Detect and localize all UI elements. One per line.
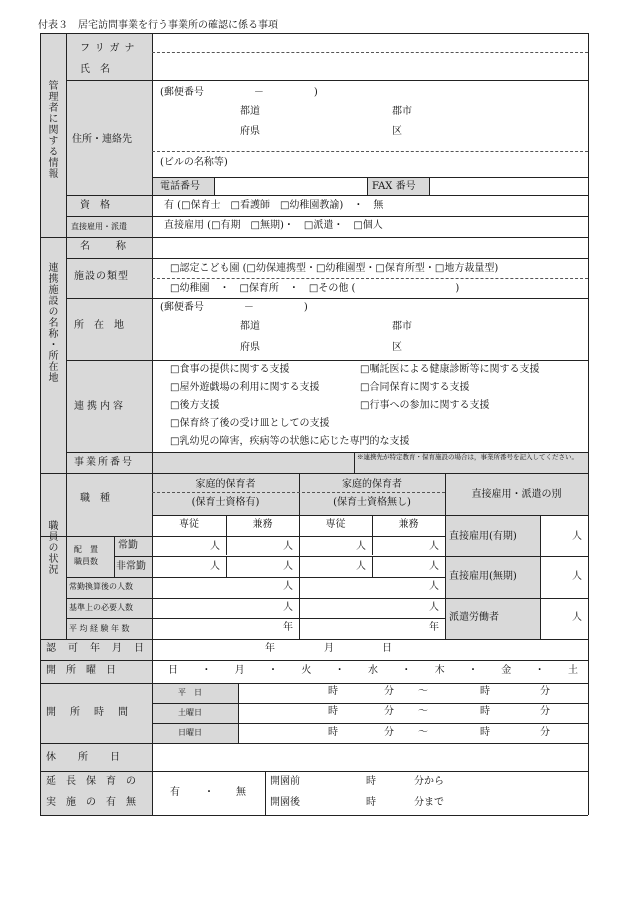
unit-person: 人 xyxy=(283,561,293,572)
unit-year: 年 xyxy=(429,622,439,633)
fax-field[interactable] xyxy=(430,178,587,194)
day-fri[interactable]: 金 xyxy=(501,665,512,676)
unit-person: 人 xyxy=(356,561,366,572)
dispatch-label: 派遣労働者 xyxy=(449,612,499,623)
partner-gunshi: 郡市 xyxy=(392,321,412,332)
partner-postal: (郵便番号 － ) xyxy=(160,302,308,313)
furigana-label: フリガナ xyxy=(80,43,140,54)
ji: 時 xyxy=(480,686,490,697)
ji: 時 xyxy=(328,727,338,738)
day-dot: ・ xyxy=(401,665,412,676)
direct-unfixed-label: 直接雇用(無期) xyxy=(449,571,517,582)
address-label: 住所・連絡先 xyxy=(72,134,132,145)
before-opening: 開園前 xyxy=(270,776,300,787)
day-dot: ・ xyxy=(467,665,478,676)
location-label: 所 在 地 xyxy=(74,320,124,331)
unit-person: 人 xyxy=(210,561,220,572)
holiday-label: 日曜日 xyxy=(178,728,202,737)
support-playground[interactable]: □屋外遊戯場の利用に関する支援 xyxy=(170,382,320,393)
mgr-gunshi: 郡市 xyxy=(392,106,412,117)
support-special[interactable]: □乳幼児の障害，疾病等の状態に応じた専門的な支援 xyxy=(170,436,410,447)
mgr-fuken: 府県 xyxy=(240,126,260,137)
col1-concurrent: 兼務 xyxy=(252,519,273,530)
fun: 分 xyxy=(540,706,550,717)
support-health[interactable]: □嘱託医による健康診断等に関する支援 xyxy=(360,364,540,375)
fun: 分 xyxy=(384,706,394,717)
job-label: 職 種 xyxy=(80,493,110,504)
closed-label: 休所日 xyxy=(46,752,142,763)
ji: 時 xyxy=(366,797,376,808)
mgr-ku: 区 xyxy=(392,126,402,137)
col1-fulltime-only: 専従 xyxy=(179,519,199,530)
support-event[interactable]: □行事への参加に関する支援 xyxy=(360,400,490,411)
parttime-label: 非常勤 xyxy=(116,561,146,572)
unit-person: 人 xyxy=(429,561,439,572)
day-wed[interactable]: 水 xyxy=(367,665,378,676)
saturday-label: 土曜日 xyxy=(178,708,202,717)
hours-label: 開所時間 xyxy=(46,707,142,718)
mgr-building: (ビルの名称等) xyxy=(160,157,228,168)
unit-person: 人 xyxy=(429,541,439,552)
unit-person: 人 xyxy=(572,571,582,582)
direct-fixed-label: 直接雇用(有期) xyxy=(449,531,517,542)
partner-todo: 都道 xyxy=(240,321,260,332)
support-backup[interactable]: □後方支援 xyxy=(170,400,220,411)
extended-no[interactable]: 無 xyxy=(236,787,246,798)
facility-type-line2[interactable]: □幼稚園 ・ □保育所 ・ □その他 ( ) xyxy=(170,283,460,294)
qual-value[interactable]: 有 (□保育士 □看護師 □幼稚園教諭) ・ 無 xyxy=(164,200,384,211)
day-dot: ・ xyxy=(334,665,345,676)
approval-month: 月 xyxy=(324,643,334,654)
until: 分まで xyxy=(414,797,444,808)
support-meal[interactable]: □食事の提供に関する支援 xyxy=(170,364,290,375)
fun: 分 xyxy=(384,727,394,738)
name-label: 氏 名 xyxy=(80,64,110,75)
open-days[interactable] xyxy=(168,665,578,677)
required-label: 基準上の必要人数 xyxy=(69,603,133,612)
tilde: ～ xyxy=(418,727,428,738)
staff-section-label: 職員の状況 xyxy=(46,520,57,575)
avg-years-label: 平均経験年数 xyxy=(69,624,132,633)
fun: 分 xyxy=(384,686,394,697)
from: 分から xyxy=(414,776,444,787)
extended-label-2: 実施の有無 xyxy=(46,797,146,808)
staff-count-label: 職員数 xyxy=(74,557,98,566)
day-sat[interactable]: 土 xyxy=(567,665,578,676)
extended-dot: ・ xyxy=(204,787,214,798)
fte-label: 常勤換算後の人数 xyxy=(69,582,133,591)
content-label: 連携内容 xyxy=(74,401,126,412)
days-label: 開所曜日 xyxy=(46,665,126,676)
partner-name-field[interactable] xyxy=(153,238,587,257)
support-after[interactable]: □保育終了後の受け皿としての支援 xyxy=(170,418,330,429)
ji: 時 xyxy=(328,706,338,717)
office-note: ※連携先が特定教育・保育施設の場合は，事業所番号を記入してください。 xyxy=(357,453,578,461)
col2-fulltime-only: 専従 xyxy=(325,519,346,530)
day-thu[interactable]: 木 xyxy=(434,665,445,676)
emp-value[interactable]: 直接雇用 (□有期 □無期)・ □派遣・ □個人 xyxy=(164,220,383,231)
col1-title: 家庭的保育者 xyxy=(195,479,256,490)
partner-ku: 区 xyxy=(392,342,402,353)
fulltime-label: 常勤 xyxy=(118,540,138,551)
facility-type-line1[interactable]: □認定こども園 (□幼保連携型・□幼稚園型・□保育所型・□地方裁量型) xyxy=(170,263,499,274)
extended-label-1: 延長保育の xyxy=(46,776,146,787)
unit-person: 人 xyxy=(283,581,293,592)
ji: 時 xyxy=(480,706,490,717)
unit-person: 人 xyxy=(283,602,293,613)
unit-person: 人 xyxy=(572,531,582,542)
after-closing: 開園後 xyxy=(270,797,300,808)
unit-person: 人 xyxy=(356,541,366,552)
fax-label: FAX 番号 xyxy=(372,181,416,192)
col1-sub: (保育士資格有) xyxy=(191,497,260,508)
fun: 分 xyxy=(540,727,550,738)
tilde: ～ xyxy=(418,706,428,717)
tel-label: 電話番号 xyxy=(160,181,200,192)
approval-year: 年 xyxy=(265,643,275,654)
weekday-label: 平 日 xyxy=(178,688,202,697)
unit-person: 人 xyxy=(429,581,439,592)
ji: 時 xyxy=(328,686,338,697)
partner-section-label: 連携施設の名称・所在地 xyxy=(46,262,57,383)
ji: 時 xyxy=(366,776,376,787)
day-dot: ・ xyxy=(267,665,278,676)
approval-day: 日 xyxy=(382,643,392,654)
col2-sub: (保育士資格無し) xyxy=(333,497,411,508)
fun: 分 xyxy=(540,686,550,697)
day-sun[interactable]: 日 xyxy=(168,665,178,676)
unit-person: 人 xyxy=(210,541,220,552)
office-number-label: 事業所番号 xyxy=(74,457,134,468)
day-tue[interactable]: 火 xyxy=(301,665,312,676)
mgr-postal: (郵便番号 － ) xyxy=(160,87,318,98)
mgr-section-label: 管理者に関する情報 xyxy=(46,80,57,179)
mgr-todo: 都道 xyxy=(240,106,260,117)
closed-days-field[interactable] xyxy=(153,744,587,770)
day-dot: ・ xyxy=(534,665,545,676)
col3-title: 直接雇用・派遣の別 xyxy=(471,489,562,500)
manager-name-field[interactable] xyxy=(153,34,587,79)
extended-yes[interactable]: 有 xyxy=(170,787,180,798)
assigned-label: 配 置 xyxy=(74,545,98,554)
day-dot: ・ xyxy=(201,665,212,676)
unit-person: 人 xyxy=(429,602,439,613)
facility-type-label: 施設の類型 xyxy=(74,271,129,282)
partner-fuken: 府県 xyxy=(240,342,260,353)
tel-field[interactable] xyxy=(215,178,366,194)
tilde: ～ xyxy=(418,686,428,697)
office-number-field[interactable] xyxy=(153,453,353,472)
unit-year: 年 xyxy=(283,622,293,633)
col2-title: 家庭的保育者 xyxy=(342,479,402,490)
unit-person: 人 xyxy=(572,612,582,623)
unit-person: 人 xyxy=(283,541,293,552)
approval-label: 認可年月日 xyxy=(46,643,156,654)
day-mon[interactable]: 月 xyxy=(234,665,245,676)
col2-concurrent: 兼務 xyxy=(398,519,419,530)
ji: 時 xyxy=(480,727,490,738)
support-joint[interactable]: □合同保育に関する支援 xyxy=(360,382,470,393)
qual-label: 資 格 xyxy=(80,200,110,211)
form-title: 付表３ 居宅訪問事業を行う事業所の確認に係る事項 xyxy=(38,20,278,31)
emp-label: 直接雇用・派遣 xyxy=(71,222,127,231)
partner-name-label: 名 称 xyxy=(80,241,134,252)
